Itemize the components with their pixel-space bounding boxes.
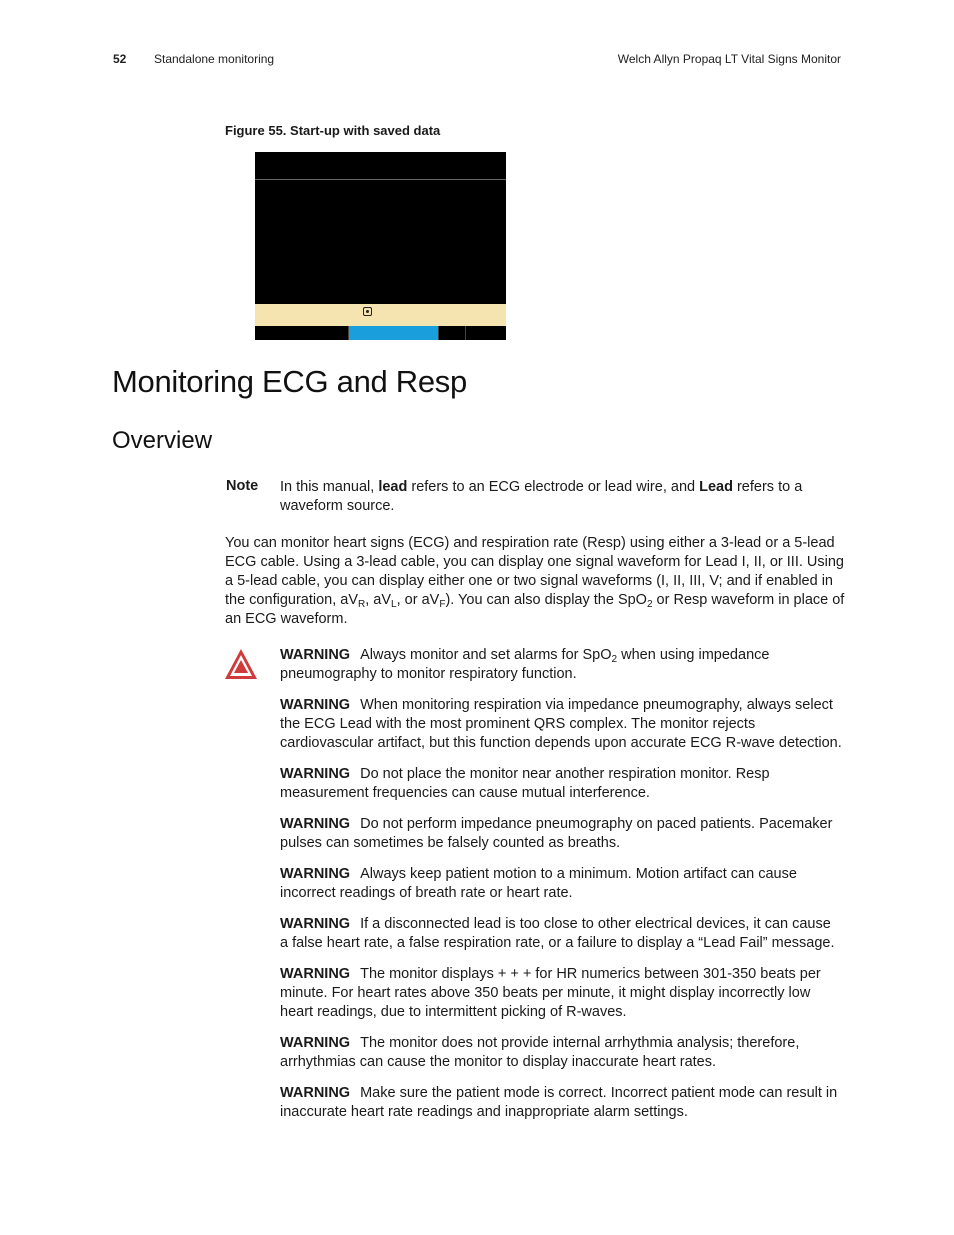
warning-label: WARNING [280, 697, 351, 713]
screen-message-bar [255, 304, 506, 326]
warning-item: WARNING Make sure the patient mode is correct. Incorrect patient mode can result in inaccurate heart rate readings and inappropriate alarm settings. [280, 1085, 838, 1120]
warning-item: WARNING Always monitor and set alarms for SpO$_2$ when using impedance pneumography to monitor respiratory function. [280, 647, 770, 682]
warning-label: WARNING [280, 866, 351, 882]
warning-label: WARNING [280, 766, 351, 782]
warning-label: WARNING [280, 966, 351, 982]
running-document-title: Welch Allyn Propaq LT Vital Signs Monitor [617, 52, 841, 66]
warning-item: WARNING The monitor displays + + + for HR numerics between 301-350 beats per minute. For heart rates above 350 beats per minute, it might display incorrectly low heart readings, due to intermittent picking of R-waves. [280, 966, 821, 1020]
warning-item: WARNING The monitor does not provide internal arrhythmia analysis; therefore, arrhythmias can cause the monitor to display inaccurate heart rates. [280, 1035, 800, 1070]
softkey-2-selected [349, 326, 438, 340]
running-section-title: Standalone monitoring [154, 52, 275, 66]
note-label: Note [226, 478, 259, 494]
warning-label: WARNING [280, 647, 351, 663]
screen-divider [255, 179, 506, 180]
figure-caption: Figure 55. Start-up with saved data [225, 123, 441, 138]
softkey-4 [466, 326, 506, 340]
softkey-3 [439, 326, 465, 340]
warning-label: WARNING [280, 1035, 351, 1051]
warning-item: WARNING If a disconnected lead is too close to other electrical devices, it can cause a false heart rate, a false respiration rate, or a failure to display a “Lead Fail” message. [280, 916, 835, 951]
warning-label: WARNING [280, 1085, 351, 1101]
screen-softkeys [255, 326, 506, 340]
screen-status-bar [255, 152, 506, 179]
warning-label: WARNING [280, 916, 351, 932]
warning-triangle-icon [223, 647, 259, 681]
overview-paragraph: You can monitor heart signs (ECG) and respiration rate (Resp) using either a 3-lead or a 5-lead ECG cable. Using a 3-lead cable, you can display one signal waveform for Lead I, II, or III. Using a 5-lead cable, you can display either one or two signal waveforms (I, II, III, V; and if enabled in the configuration, $aV_R$, $aV_L$, or $aV_F$). You can also display the SpO$_2$ or Resp waveform in place of an ECG waveform. [225, 535, 845, 627]
warnings-list [280, 646, 842, 1134]
page-number: 52 [113, 52, 127, 66]
softkey-1 [255, 326, 348, 340]
monitor-screen-figure [255, 152, 506, 340]
chapter-heading: Monitoring ECG and Resp [112, 364, 467, 399]
record-icon [363, 307, 372, 316]
warning-item: WARNING Always keep patient motion to a minimum. Motion artifact can cause incorrect readings of breath rate or heart rate. [280, 866, 797, 901]
warning-item: WARNING When monitoring respiration via impedance pneumography, always select the ECG Lead with the most prominent QRS complex. The monitor rejects cardiovascular artifact, but this function depends upon accurate ECG R-wave detection. [280, 697, 842, 751]
section-heading: Overview [112, 427, 213, 454]
warning-item: WARNING Do not place the monitor near another respiration monitor. Resp measurement frequencies can cause mutual interference. [280, 766, 770, 801]
warning-label: WARNING [280, 816, 351, 832]
note-text: In this manual, lead refers to an ECG electrode or lead wire, and Lead refers to a waveform source. [280, 479, 803, 514]
warning-item: WARNING Do not perform impedance pneumography on paced patients. Pacemaker pulses can sometimes be falsely counted as breaths. [280, 816, 833, 851]
